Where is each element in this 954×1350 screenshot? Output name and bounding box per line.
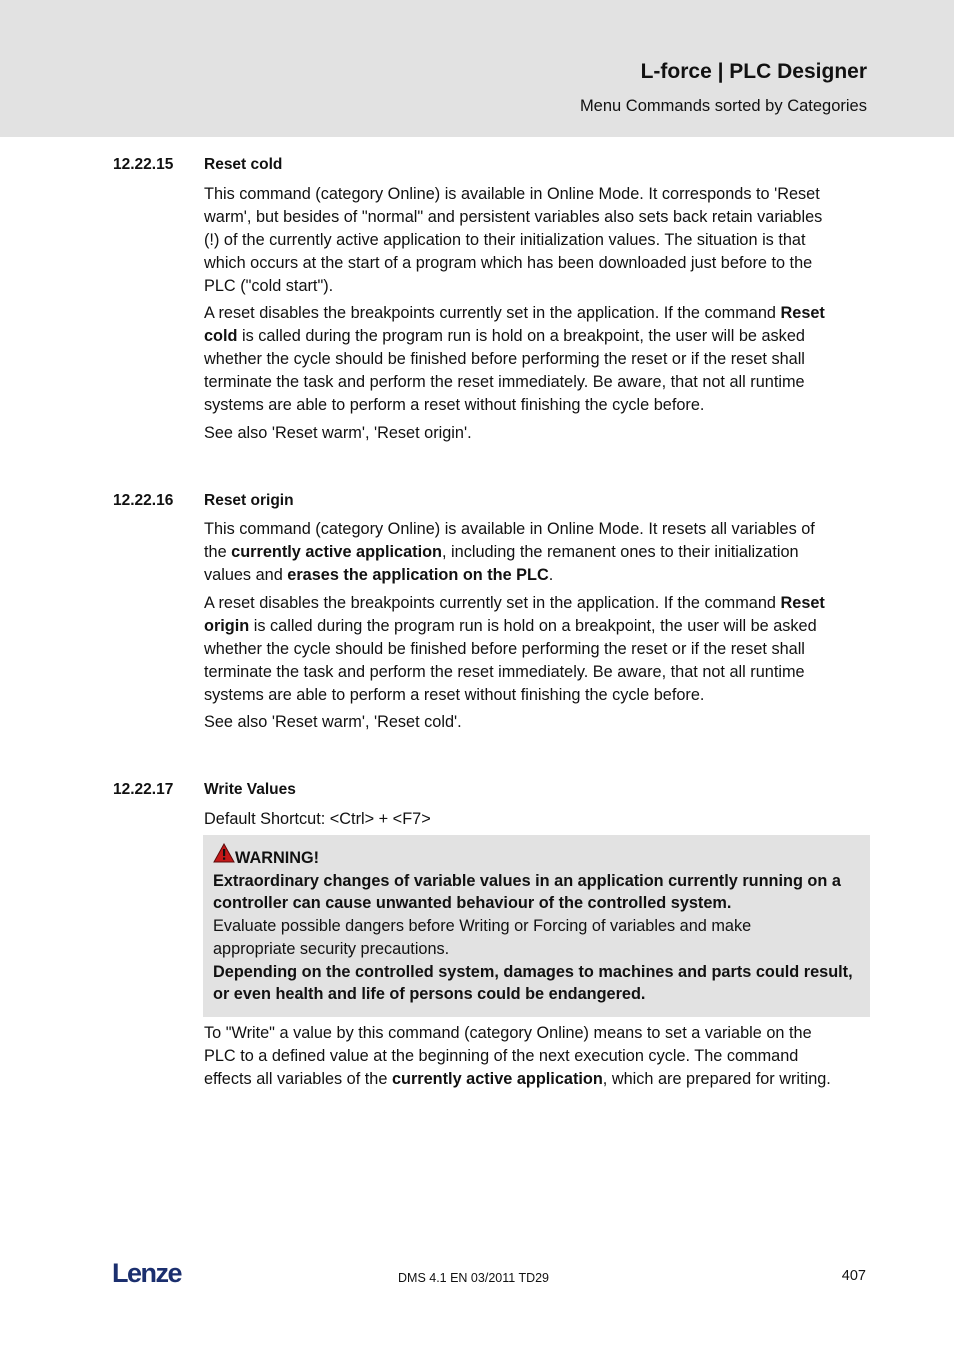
text-line: PLC ("cold start"). (204, 277, 334, 295)
chapter-subtitle: Menu Commands sorted by Categories (579, 97, 867, 115)
text-span: . (548, 566, 554, 584)
command-name: Reset (780, 304, 825, 322)
emphasis: currently active application (391, 1070, 603, 1088)
text-line: terminate the task and perform the reset immediately. Be aware, that not all runtime (204, 663, 805, 681)
command-name: Reset (780, 594, 825, 612)
paragraph (204, 1022, 866, 1091)
document-title: L-force | PLC Designer (640, 60, 867, 83)
lenze-logo: Lenze (112, 1258, 182, 1288)
text-span: is called during the program run is hold on a breakpoint, the user will be asked (249, 617, 817, 635)
text-span: A reset disables the breakpoints currently set in the application. If the command (204, 594, 781, 612)
warning-text-bold: controller can cause unwanted behaviour of the controlled system. (213, 894, 732, 913)
document-reference: DMS 4.1 EN 03/2011 TD29 (398, 1271, 550, 1285)
shortcut-text: Default Shortcut: <Ctrl> + <F7> (204, 810, 431, 828)
text-span: is called during the program run is hold on a breakpoint, the user will be asked (237, 327, 805, 345)
page-number: 407 (841, 1268, 866, 1284)
command-name: cold (204, 327, 238, 345)
paragraph (204, 183, 866, 298)
text-span: , which are prepared for writing. (602, 1070, 831, 1088)
warning-content (213, 843, 863, 1006)
warning-text: appropriate security precautions. (213, 939, 450, 958)
paragraph (204, 518, 866, 587)
warning-heading (213, 843, 863, 870)
text-span: effects all variables of the (204, 1070, 392, 1088)
warning-text: Evaluate possible dangers before Writing or Forcing of variables and make (213, 917, 752, 936)
text-line: which occurs at the start of a program which has been downloaded just before to the (204, 254, 813, 272)
command-name: origin (204, 617, 250, 635)
section-title: Write Values (204, 781, 296, 798)
see-also: See also 'Reset warm', 'Reset origin'. (204, 424, 472, 442)
text-line: whether the cycle should be finished before performing the reset or if the reset shall (204, 350, 805, 368)
text-span: the (204, 543, 232, 561)
text-line: PLC to a defined value at the beginning of the next execution cycle. The command (204, 1047, 799, 1065)
warning-text-bold: Extraordinary changes of variable values in an application currently running on a (213, 871, 841, 890)
section-title: Reset cold (204, 156, 283, 173)
paragraph (204, 302, 866, 417)
text-line: systems are able to perform a reset without finishing the cycle before. (204, 396, 705, 414)
paragraph (204, 592, 866, 707)
warning-icon (213, 843, 235, 863)
section-title: Reset origin (204, 492, 294, 509)
text-line (204, 302, 866, 325)
emphasis: erases the application on the PLC (287, 566, 549, 584)
text-line (204, 564, 866, 587)
section-number: 12.22.15 (113, 156, 174, 173)
text-line: This command (category Online) is available in Online Mode. It resets all variables of (204, 520, 815, 538)
text-span: values and (204, 566, 288, 584)
text-line (204, 615, 866, 638)
text-line: This command (category Online) is available in Online Mode. It corresponds to 'Reset (204, 185, 820, 203)
warning-box (203, 835, 870, 1017)
text-span: , including the remanent ones to their initialization (442, 543, 799, 561)
page-header (0, 0, 954, 137)
warning-text-bold: Depending on the controlled system, damages to machines and parts could result, (213, 962, 853, 981)
text-line (204, 325, 866, 348)
text-line: systems are able to perform a reset without finishing the cycle before. (204, 686, 705, 704)
emphasis: currently active application (231, 543, 442, 561)
text-line: warm', but besides of "normal" and persistent variables also sets back retain variables (204, 208, 823, 226)
text-line (204, 1068, 866, 1091)
warning-text-bold: or even health and life of persons could be endangered. (213, 985, 646, 1004)
text-line: terminate the task and perform the reset immediately. Be aware, that not all runtime (204, 373, 805, 391)
text-line (204, 592, 866, 615)
text-span: A reset disables the breakpoints currently set in the application. If the command (204, 304, 781, 322)
text-line: To "Write" a value by this command (category Online) means to set a variable on the (204, 1024, 812, 1042)
warning-label: WARNING! (235, 849, 320, 867)
section-number: 12.22.16 (113, 492, 174, 509)
text-line (204, 541, 866, 564)
section-number: 12.22.17 (113, 781, 174, 798)
text-line: (!) of the currently active application to their initialization values. The situation is that (204, 231, 806, 249)
see-also: See also 'Reset warm', 'Reset cold'. (204, 713, 462, 731)
text-line: whether the cycle should be finished before performing the reset or if the reset shall (204, 640, 805, 658)
